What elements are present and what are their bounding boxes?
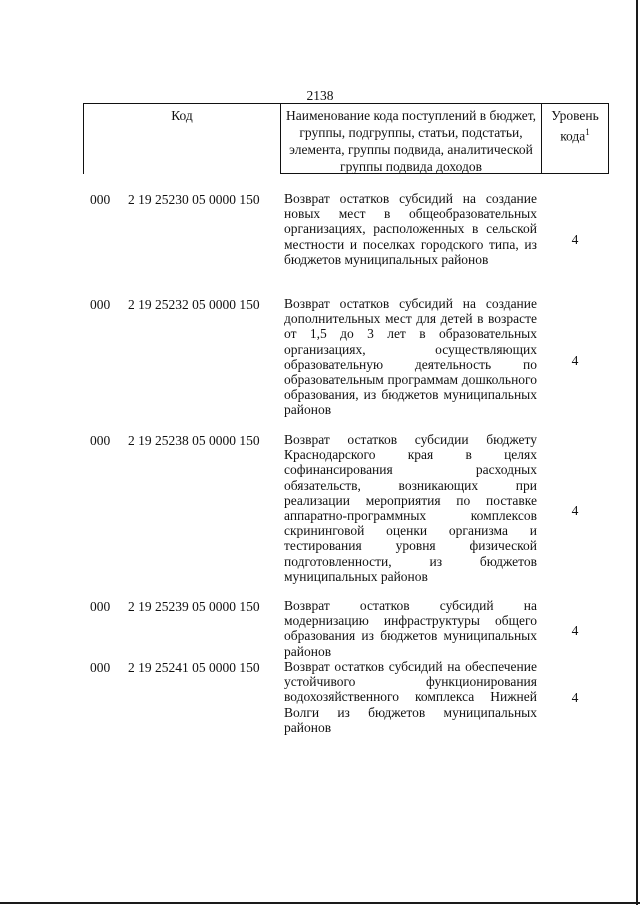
- table-row: [0, 296, 640, 432]
- table-row: [0, 191, 640, 296]
- admin-code: 000: [90, 192, 111, 207]
- revenue-code: 2 19 25230 05 0000 150: [128, 192, 260, 207]
- code-level: 4: [571, 503, 579, 518]
- code-level: 4: [571, 353, 579, 368]
- header-code: Код: [171, 108, 193, 123]
- revenue-name: Возврат остатков субсидий на создание дополнительных мест для детей в возрасте от 1,5 до 3 лет в образовательных организациях, осуществляющих образовательную деятельность по образовательным программам дошкольного образования, из бюджетов муниципальных районов: [284, 296, 537, 418]
- header-name: Наименование кода поступлений в бюджет, группы, подгруппы, статьи, подстатьи, элемента, группы подвида, аналитической группы подвида доходов: [285, 108, 536, 174]
- table-body: [0, 191, 640, 739]
- table-row: [0, 659, 640, 739]
- header-level: [542, 107, 608, 145]
- header-level-text: Уровень кода: [551, 108, 599, 144]
- admin-code: 000: [90, 599, 111, 614]
- page-number: 2138: [306, 88, 334, 103]
- revenue-code: 2 19 25241 05 0000 150: [128, 660, 260, 675]
- revenue-code: 2 19 25239 05 0000 150: [128, 599, 260, 614]
- revenue-name: Возврат остатков субсидий на создание новых мест в общеобразовательных организациях, расположенных в сельской местности и поселках городского типа, из бюджетов муниципальных районов: [284, 191, 537, 267]
- revenue-code: 2 19 25232 05 0000 150: [128, 297, 260, 312]
- revenue-code: 2 19 25238 05 0000 150: [128, 433, 260, 448]
- revenue-name: Возврат остатков субсидий на обеспечение устойчивого функционирования водохозяйственного комплекса Нижней Волги из бюджетов муниципальных районов: [284, 659, 537, 735]
- table-row: [0, 432, 640, 598]
- admin-code: 000: [90, 297, 111, 312]
- code-level: 4: [571, 232, 579, 247]
- revenue-name: Возврат остатков субсидий на модернизацию инфраструктуры общего образования из бюджетов муниципальных районов: [284, 598, 537, 659]
- table-row: [0, 598, 640, 659]
- code-level: 4: [571, 690, 579, 705]
- revenue-name: Возврат остатков субсидии бюджету Краснодарского края в целях софинансирования расходных обязательств, возникающих при реализации мероприятия по поставке аппаратно-программных комплексов скрининговой оценки организма и тестирования уровня физической подготовленности, из бюджетов муниципальных районов: [284, 432, 537, 584]
- page-edge-bottom: [0, 902, 640, 904]
- header-level-footnote: 1: [585, 127, 590, 137]
- table-header: [83, 103, 609, 174]
- admin-code: 000: [90, 433, 111, 448]
- code-level: 4: [571, 623, 579, 638]
- admin-code: 000: [90, 660, 111, 675]
